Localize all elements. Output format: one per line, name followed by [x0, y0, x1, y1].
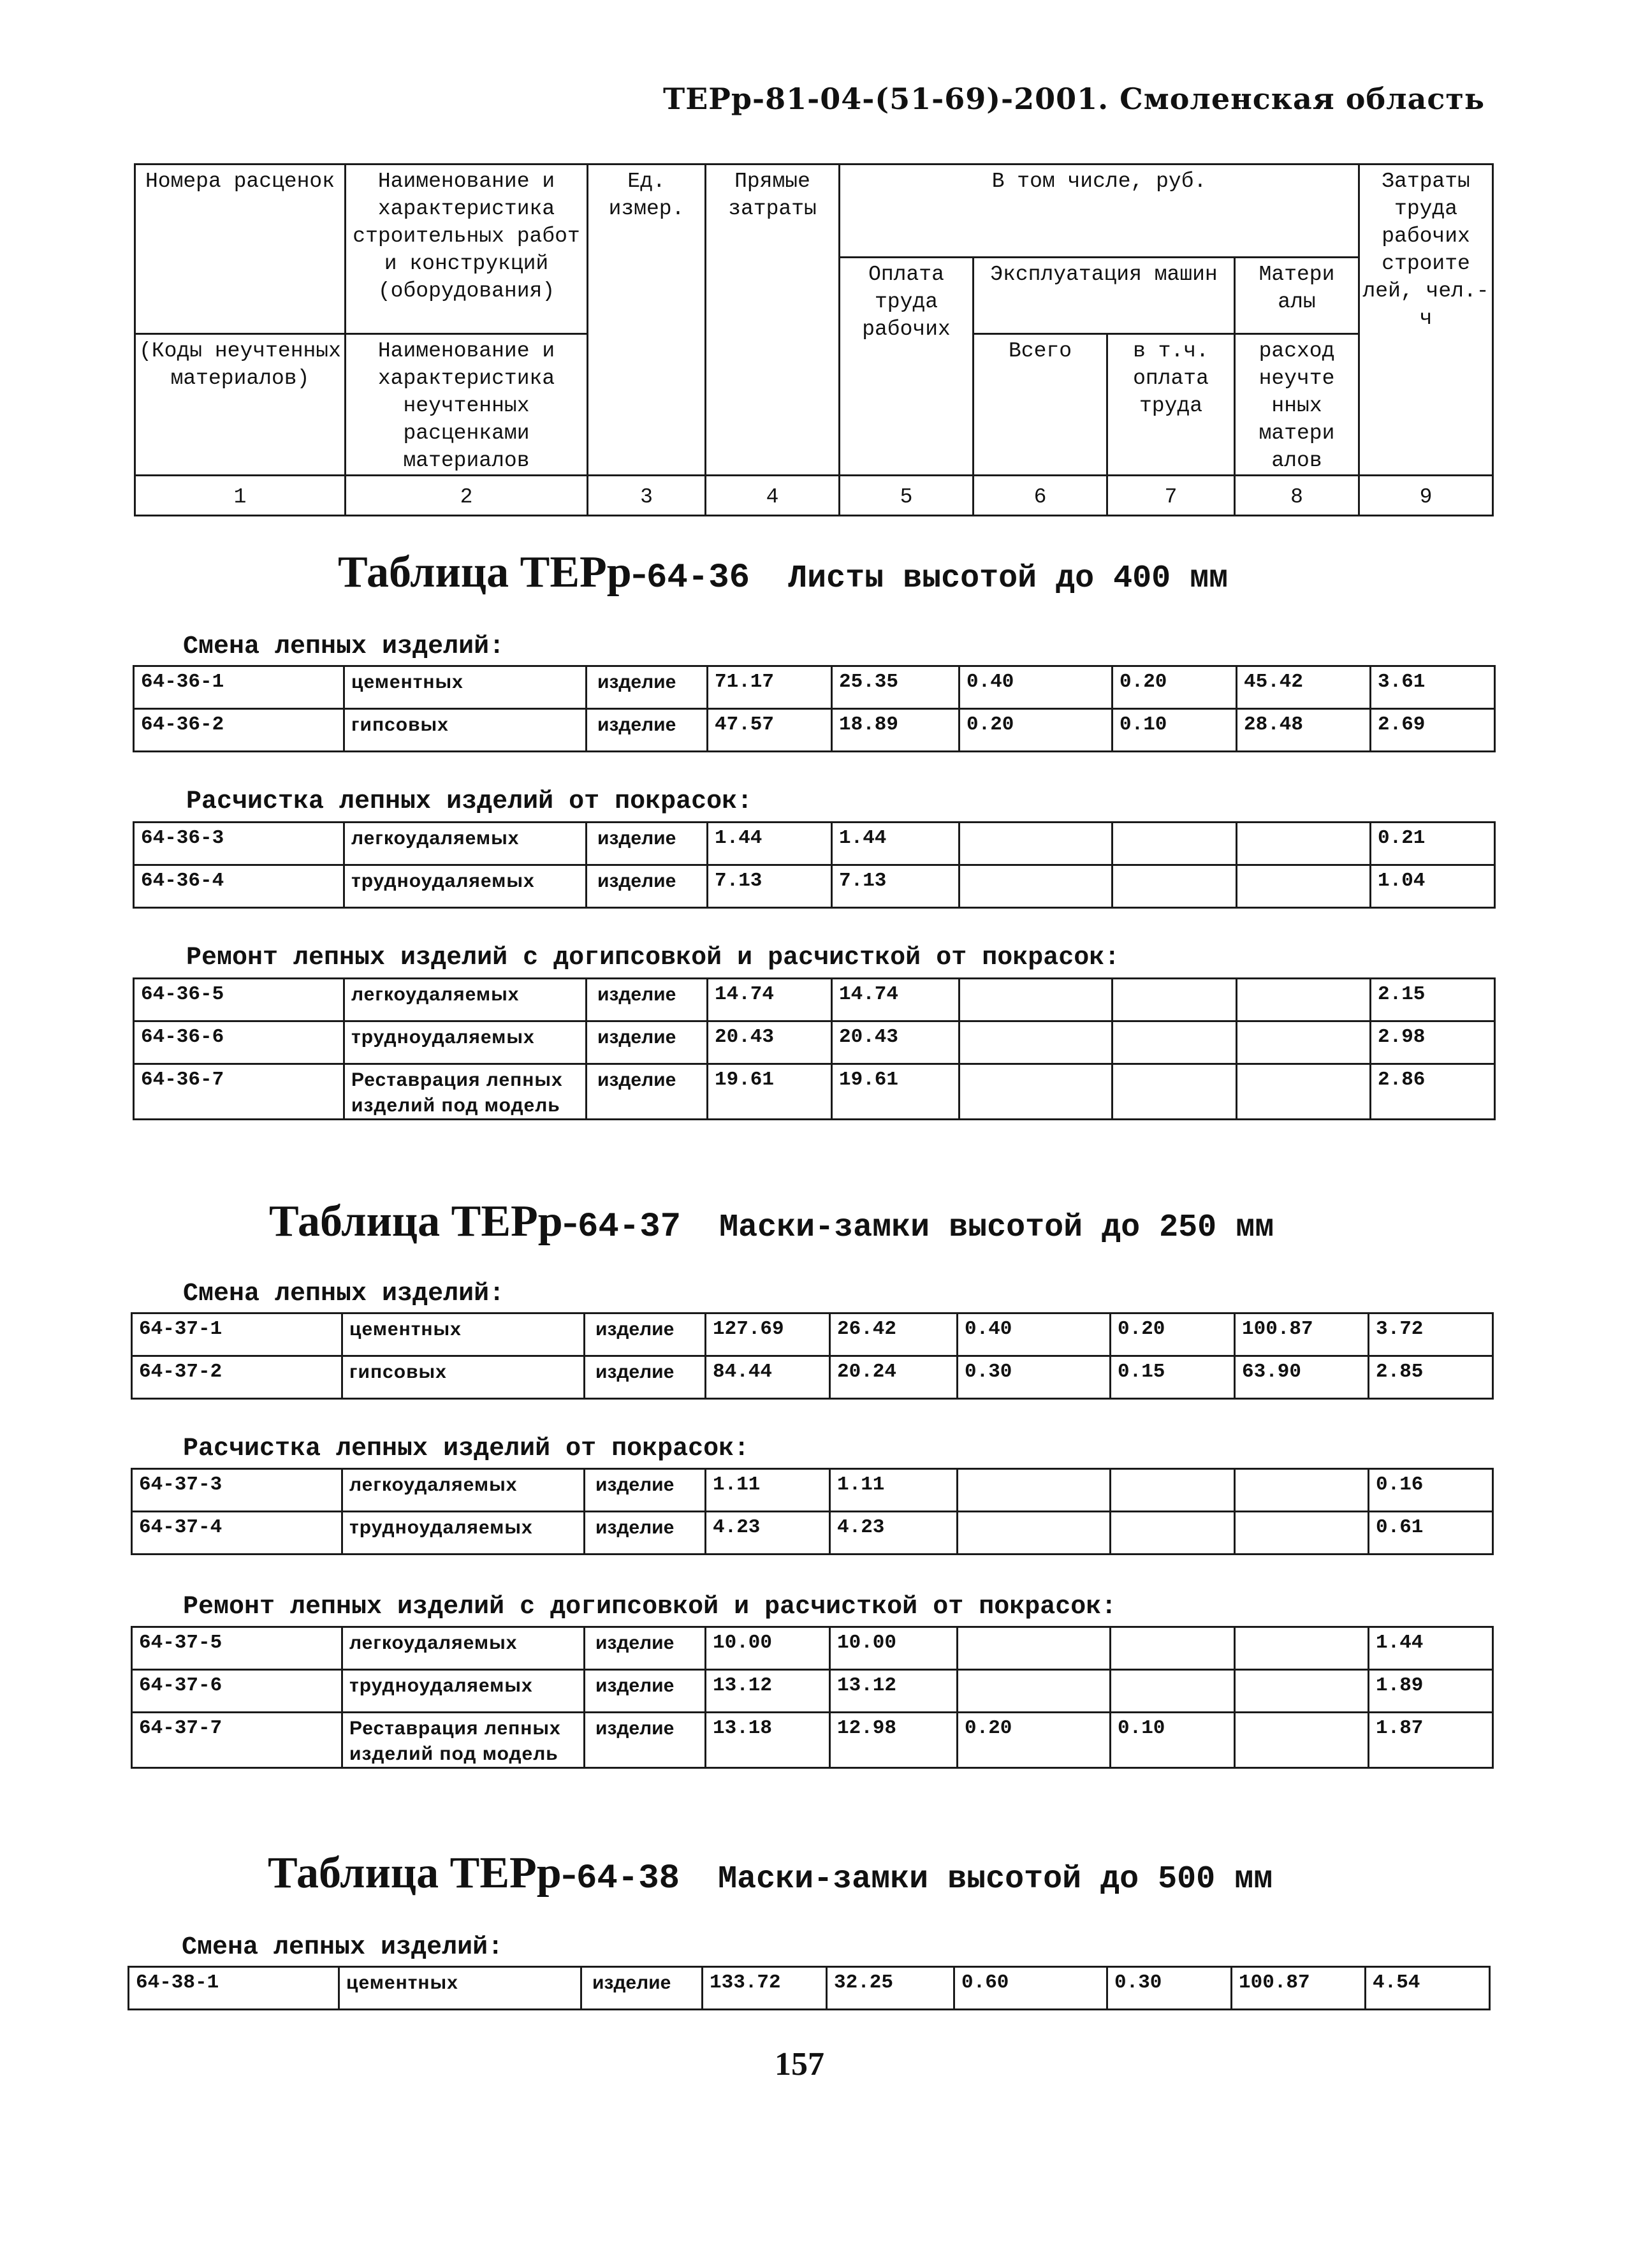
cell-mach-labor	[1111, 1469, 1235, 1512]
cell-unit: изделие	[585, 1713, 706, 1768]
table-row	[132, 1713, 1493, 1768]
cell-mach	[959, 865, 1113, 908]
header-labor-hours: Затраты труда рабочих строите лей, чел.-ч	[1359, 165, 1493, 476]
col-num: 5	[840, 476, 974, 516]
header-rate-numbers: Номера расценок	[135, 165, 346, 334]
cell-mat: 100.87	[1232, 1967, 1366, 2010]
cell-mach-labor: 0.20	[1111, 1313, 1235, 1356]
cell-unit: изделие	[585, 1356, 706, 1399]
cell-code: 64-37-1	[132, 1313, 342, 1356]
cell-mach-labor	[1111, 1670, 1235, 1713]
cell-hours: 1.87	[1369, 1713, 1493, 1768]
cell-mach: 0.40	[958, 1313, 1111, 1356]
cell-direct: 47.57	[708, 709, 832, 752]
cell-mat	[1235, 1627, 1369, 1670]
table-title-code: 64-38	[576, 1859, 680, 1898]
cell-mach-labor	[1111, 1627, 1235, 1670]
cell-direct: 133.72	[703, 1967, 827, 2010]
table-row	[134, 1021, 1495, 1064]
section-title: Расчистка лепных изделий от покрасок:	[186, 787, 753, 816]
cell-hours: 3.72	[1369, 1313, 1493, 1356]
cell-labor: 7.13	[832, 865, 959, 908]
section-title: Смена лепных изделий:	[183, 633, 505, 661]
cell-name: Реставрация лепных изделий под модель	[342, 1713, 585, 1768]
header-material-codes: (Коды неучтенных материалов)	[135, 334, 346, 476]
cell-mat	[1237, 823, 1371, 865]
col-num: 4	[706, 476, 840, 516]
cell-labor: 26.42	[830, 1313, 958, 1356]
cell-direct: 127.69	[706, 1313, 830, 1356]
cell-hours: 2.86	[1371, 1064, 1495, 1120]
cell-name: гипсовых	[344, 709, 587, 752]
cell-labor: 10.00	[830, 1627, 958, 1670]
cell-hours: 2.98	[1371, 1021, 1495, 1064]
table-title-name: Листы высотой до 400 мм	[788, 560, 1229, 597]
table-row	[134, 1064, 1495, 1120]
cell-mach: 0.60	[954, 1967, 1107, 2010]
cell-unit: изделие	[585, 1627, 706, 1670]
cell-mat: 45.42	[1237, 666, 1371, 709]
cell-direct: 4.23	[706, 1512, 830, 1555]
table-row	[132, 1512, 1493, 1555]
cell-code: 64-37-4	[132, 1512, 342, 1555]
header-including: В том числе, руб.	[840, 165, 1359, 258]
cell-mat	[1237, 1064, 1371, 1120]
header-direct-costs: Прямые затраты	[706, 165, 840, 476]
table-title	[269, 1196, 1274, 1247]
col-num: 6	[974, 476, 1107, 516]
cell-labor: 4.23	[830, 1512, 958, 1555]
table-title-code: 64-36	[646, 559, 750, 597]
cell-direct: 1.44	[708, 823, 832, 865]
cell-direct: 1.11	[706, 1469, 830, 1512]
cell-hours: 0.21	[1371, 823, 1495, 865]
cell-code: 64-37-2	[132, 1356, 342, 1399]
rates-table	[133, 821, 1496, 909]
table-title-name: Маски-замки высотой до 500 мм	[718, 1861, 1273, 1898]
cell-name: цементных	[344, 666, 587, 709]
col-num: 3	[588, 476, 706, 516]
cell-hours: 2.69	[1371, 709, 1495, 752]
header-machines-total: Всего	[974, 334, 1107, 476]
cell-mach	[959, 979, 1113, 1021]
cell-name: гипсовых	[342, 1356, 585, 1399]
cell-direct: 13.18	[706, 1713, 830, 1768]
col-num: 9	[1359, 476, 1493, 516]
header-work-name: Наименование и характеристика строительных работ и конструкций (оборудования)	[346, 165, 588, 334]
table-row	[132, 1670, 1493, 1713]
cell-name: трудноудаляемых	[342, 1670, 585, 1713]
cell-unit: изделие	[587, 709, 708, 752]
table-title-label: Таблица ТЕРр-	[269, 1197, 578, 1246]
cell-mach	[959, 1021, 1113, 1064]
cell-mat	[1235, 1713, 1369, 1768]
cell-labor: 14.74	[832, 979, 959, 1021]
header-labor-pay: Оплата труда рабочих	[840, 258, 974, 476]
table-row	[134, 979, 1495, 1021]
table-row	[129, 1967, 1490, 2010]
cell-unit: изделие	[585, 1512, 706, 1555]
cell-code: 64-36-3	[134, 823, 344, 865]
cell-mach	[959, 1064, 1113, 1120]
cell-labor: 32.25	[827, 1967, 954, 2010]
cell-mach: 0.40	[959, 666, 1113, 709]
cell-mat: 28.48	[1237, 709, 1371, 752]
cell-mat	[1235, 1512, 1369, 1555]
cell-unit: изделие	[587, 865, 708, 908]
cell-code: 64-37-7	[132, 1713, 342, 1768]
section-title: Ремонт лепных изделий с догипсовкой и расчисткой от покрасок:	[186, 944, 1120, 972]
cell-labor: 20.43	[832, 1021, 959, 1064]
cell-hours: 0.61	[1369, 1512, 1493, 1555]
cell-mach: 0.20	[958, 1713, 1111, 1768]
header-unit: Ед. измер.	[588, 165, 706, 476]
col-num: 2	[346, 476, 588, 516]
cell-unit: изделие	[587, 1021, 708, 1064]
section-title: Смена лепных изделий:	[182, 1933, 504, 1962]
cell-name: цементных	[339, 1967, 581, 2010]
cell-hours: 3.61	[1371, 666, 1495, 709]
cell-code: 64-36-4	[134, 865, 344, 908]
col-num: 8	[1235, 476, 1359, 516]
table-row	[134, 865, 1495, 908]
cell-name: Реставрация лепных изделий под модель	[344, 1064, 587, 1120]
cell-direct: 71.17	[708, 666, 832, 709]
rates-table	[131, 1626, 1494, 1769]
cell-name: трудноудаляемых	[344, 1021, 587, 1064]
cell-mach-labor	[1113, 823, 1237, 865]
rates-table	[133, 665, 1496, 752]
cell-mat: 100.87	[1235, 1313, 1369, 1356]
cell-unit: изделие	[587, 1064, 708, 1120]
cell-direct: 13.12	[706, 1670, 830, 1713]
cell-name: легкоудаляемых	[344, 979, 587, 1021]
table-title-label: Таблица ТЕРр-	[338, 548, 647, 597]
cell-unit: изделие	[585, 1469, 706, 1512]
cell-mat	[1237, 865, 1371, 908]
section-title: Ремонт лепных изделий с догипсовкой и расчисткой от покрасок:	[183, 1593, 1117, 1621]
cell-direct: 19.61	[708, 1064, 832, 1120]
table-row	[134, 823, 1495, 865]
table-title	[268, 1848, 1273, 1899]
cell-mach	[958, 1627, 1111, 1670]
rates-table	[133, 977, 1496, 1120]
cell-labor: 19.61	[832, 1064, 959, 1120]
cell-code: 64-38-1	[129, 1967, 339, 2010]
cell-labor: 12.98	[830, 1713, 958, 1768]
cell-labor: 13.12	[830, 1670, 958, 1713]
cell-labor: 1.11	[830, 1469, 958, 1512]
cell-mach-labor: 0.10	[1111, 1713, 1235, 1768]
cell-mach-labor: 0.20	[1113, 666, 1237, 709]
rates-table	[128, 1966, 1491, 2010]
section-title: Расчистка лепных изделий от покрасок:	[183, 1435, 750, 1463]
cell-code: 64-37-6	[132, 1670, 342, 1713]
column-header-table	[134, 163, 1494, 516]
cell-name: легкоудаляемых	[344, 823, 587, 865]
cell-code: 64-36-2	[134, 709, 344, 752]
cell-name: трудноудаляемых	[344, 865, 587, 908]
cell-direct: 84.44	[706, 1356, 830, 1399]
cell-mach	[959, 823, 1113, 865]
cell-direct: 10.00	[706, 1627, 830, 1670]
cell-direct: 7.13	[708, 865, 832, 908]
cell-direct: 14.74	[708, 979, 832, 1021]
cell-mat	[1237, 1021, 1371, 1064]
header-machines-labor: в т.ч. оплата труда	[1107, 334, 1235, 476]
table-row	[132, 1469, 1493, 1512]
table-title	[338, 547, 1228, 598]
cell-mat: 63.90	[1235, 1356, 1369, 1399]
cell-direct: 20.43	[708, 1021, 832, 1064]
cell-name: легкоудаляемых	[342, 1469, 585, 1512]
cell-hours: 1.44	[1369, 1627, 1493, 1670]
cell-hours: 4.54	[1366, 1967, 1490, 2010]
header-machines: Эксплуатация машин	[974, 258, 1235, 334]
rates-table	[131, 1468, 1494, 1555]
cell-mach-labor	[1113, 1021, 1237, 1064]
cell-labor: 25.35	[832, 666, 959, 709]
cell-mat	[1237, 979, 1371, 1021]
cell-unit: изделие	[587, 823, 708, 865]
cell-name: цементных	[342, 1313, 585, 1356]
cell-mach	[958, 1469, 1111, 1512]
cell-labor: 20.24	[830, 1356, 958, 1399]
table-row	[132, 1313, 1493, 1356]
page-number: 157	[775, 2046, 824, 2082]
page-header: ТЕРр-81-04-(51-69)-2001. Смоленская область	[663, 82, 1485, 116]
table-row	[132, 1356, 1493, 1399]
cell-hours: 2.85	[1369, 1356, 1493, 1399]
cell-unit: изделие	[585, 1313, 706, 1356]
header-column-numbers	[135, 476, 1493, 516]
cell-mach-labor	[1111, 1512, 1235, 1555]
col-num: 1	[135, 476, 346, 516]
table-row	[134, 709, 1495, 752]
cell-code: 64-37-5	[132, 1627, 342, 1670]
cell-code: 64-36-7	[134, 1064, 344, 1120]
table-title-code: 64-37	[578, 1208, 682, 1247]
cell-hours: 1.04	[1371, 865, 1495, 908]
cell-mach-labor: 0.30	[1107, 1967, 1232, 2010]
cell-mat	[1235, 1469, 1369, 1512]
cell-unit: изделие	[585, 1670, 706, 1713]
cell-mach-labor	[1113, 979, 1237, 1021]
cell-mach-labor: 0.15	[1111, 1356, 1235, 1399]
section-title: Смена лепных изделий:	[183, 1280, 505, 1308]
rates-table	[131, 1312, 1494, 1400]
cell-name: трудноудаляемых	[342, 1512, 585, 1555]
table-title-name: Маски-замки высотой до 250 мм	[719, 1210, 1274, 1246]
cell-mach: 0.20	[959, 709, 1113, 752]
table-row	[134, 666, 1495, 709]
cell-mach-labor: 0.10	[1113, 709, 1237, 752]
cell-mat	[1235, 1670, 1369, 1713]
cell-code: 64-36-5	[134, 979, 344, 1021]
cell-mach: 0.30	[958, 1356, 1111, 1399]
table-title-label: Таблица ТЕРр-	[268, 1848, 577, 1898]
cell-mach	[958, 1512, 1111, 1555]
cell-code: 64-36-1	[134, 666, 344, 709]
col-num: 7	[1107, 476, 1235, 516]
cell-unit: изделие	[587, 666, 708, 709]
cell-name: легкоудаляемых	[342, 1627, 585, 1670]
cell-labor: 1.44	[832, 823, 959, 865]
cell-unit: изделие	[587, 979, 708, 1021]
cell-mach	[958, 1670, 1111, 1713]
cell-code: 64-36-6	[134, 1021, 344, 1064]
header-unaccounted-materials: расход неучте нных матери алов	[1235, 334, 1359, 476]
cell-code: 64-37-3	[132, 1469, 342, 1512]
cell-hours: 1.89	[1369, 1670, 1493, 1713]
table-row	[132, 1627, 1493, 1670]
cell-mach-labor	[1113, 1064, 1237, 1120]
cell-hours: 0.16	[1369, 1469, 1493, 1512]
cell-unit: изделие	[581, 1967, 703, 2010]
cell-labor: 18.89	[832, 709, 959, 752]
cell-mach-labor	[1113, 865, 1237, 908]
header-materials: Матери алы	[1235, 258, 1359, 334]
header-material-names: Наименование и характеристика неучтенных расценками материалов	[346, 334, 588, 476]
cell-hours: 2.15	[1371, 979, 1495, 1021]
